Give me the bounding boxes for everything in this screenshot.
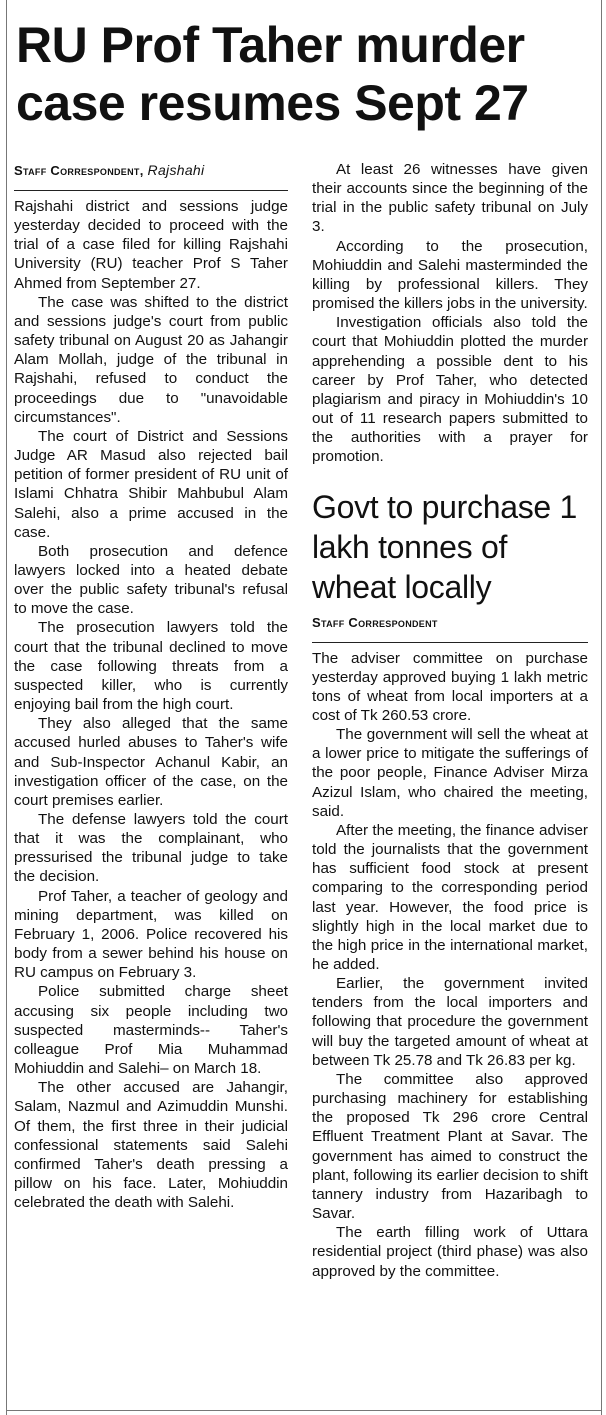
- paragraph: According to the prosecution, Mohiuddin and Salehi masterminded the killing by professional killers. They promised the killers jobs in the university.: [312, 237, 588, 313]
- byline-rule: [14, 190, 288, 191]
- left-column: [14, 160, 288, 1212]
- paragraph: The adviser committee on purchase yesterday approved buying 1 lakh metric tons of wheat from local importers at a cost of Tk 260.53 crore.: [312, 649, 588, 724]
- second-article-byline: Staff Correspondent: [312, 614, 438, 630]
- paragraph: After the meeting, the finance adviser told the journalists that the government has sufficient food stock at present comparing to the corresponding period last year. However, the food price is slightly high in the local market due to the high price in the international market, he added.: [312, 821, 588, 973]
- paragraph: The prosecution lawyers told the court that the tribunal declined to move the case following threats from a suspected killer, who is currently enjoying bail from the high court.: [14, 619, 288, 714]
- second-article-body: [312, 649, 588, 1281]
- article-body-left: [14, 197, 288, 1212]
- paragraph: At least 26 witnesses have given their accounts since the beginning of the trial in the public safety tribunal on July 3.: [312, 161, 588, 236]
- paragraph: The earth filling work of Uttara residential project (third phase) was also approved by the committee.: [312, 1224, 588, 1280]
- frame-right-rule: [601, 0, 602, 1415]
- second-byline-rule: [312, 642, 588, 643]
- frame-bottom-rule: [6, 1410, 602, 1411]
- paragraph: Both prosecution and defence lawyers locked into a heated debate over the public safety tribunal's refusal to move the case.: [14, 542, 288, 618]
- article-headline: RU Prof Taher murder case resumes Sept 27: [16, 17, 529, 131]
- paragraph: The defense lawyers told the court that it was the complainant, who pressurised the tribunal judge to take the decision.: [14, 811, 288, 886]
- frame-left-rule: [6, 0, 7, 1415]
- paragraph: They also alleged that the same accused hurled abuses to Taher's wife and Sub-Inspector Achanul Kabir, an investigation officer of the case, on the court premises earlier.: [14, 715, 288, 809]
- paragraph: The court of District and Sessions Judge AR Masud also rejected bail petition of former president of RU unit of Islami Chhatra Shibir Mahbubul Alam Salehi, also a prime accused in the case.: [14, 427, 288, 541]
- article-body-right: [312, 160, 588, 467]
- paragraph: Police submitted charge sheet accusing six people including two suspected masterminds-- Taher's colleague Prof Mia Muhammad Mohiuddin and Salehi– on March 18.: [14, 983, 288, 1078]
- paragraph: The case was shifted to the district and sessions judge's court from public safety tribunal on August 20 as Jahangir Alam Mollah, judge of the tribunal in Rajshahi, refused to conduct the proceedings due to "unavoidable circumstances".: [14, 293, 288, 426]
- second-article-headline: Govt to purchase 1 lakh tonnes of wheat locally: [312, 488, 577, 605]
- paragraph: Earlier, the government invited tenders from the local importers and following that procedure the government will buy the targeted amount of wheat at between Tk 25.78 and Tk 26.83 per kg.: [312, 975, 588, 1069]
- article-byline: [14, 160, 288, 181]
- paragraph: The committee also approved purchasing machinery for establishing the proposed Tk 296 crore Central Effluent Treatment Plant at Savar. The government has aimed to construct the plant, following its earlier decision to shift tannery industry from Hazaribagh to Savar.: [312, 1070, 588, 1223]
- paragraph: Investigation officials also told the court that Mohiuddin plotted the murder apprehending a possible dent to his career by Prof Taher, who detected plagiarism and piracy in Mohiuddin's 10 out of 11 research papers submitted to the authorities with a prayer for promotion.: [312, 314, 588, 466]
- right-column: [312, 160, 588, 1281]
- byline-place: Rajshahi: [147, 162, 205, 178]
- byline-author: Staff Correspondent,: [14, 163, 144, 178]
- paragraph: The other accused are Jahangir, Salam, Nazmul and Azimuddin Munshi. Of them, the first three in their judicial confessional statements said Salehi confirmed Taher's death pressing a pillow on his face. Later, Mohiuddin celebrated the death with Salehi.: [14, 1079, 288, 1212]
- paragraph: The government will sell the wheat at a lower price to mitigate the sufferings of the poor people, Finance Adviser Mirza Azizul Islam, who chaired the meeting, said.: [312, 726, 588, 820]
- paragraph: Rajshahi district and sessions judge yesterday decided to proceed with the trial of a case filed for killing Rajshahi University (RU) teacher Prof S Taher Ahmed from September 27.: [14, 198, 288, 292]
- paragraph: Prof Taher, a teacher of geology and mining department, was killed on February 1, 2006. Police recovered his body from a sewer behind his house on RU campus on February 3.: [14, 887, 288, 982]
